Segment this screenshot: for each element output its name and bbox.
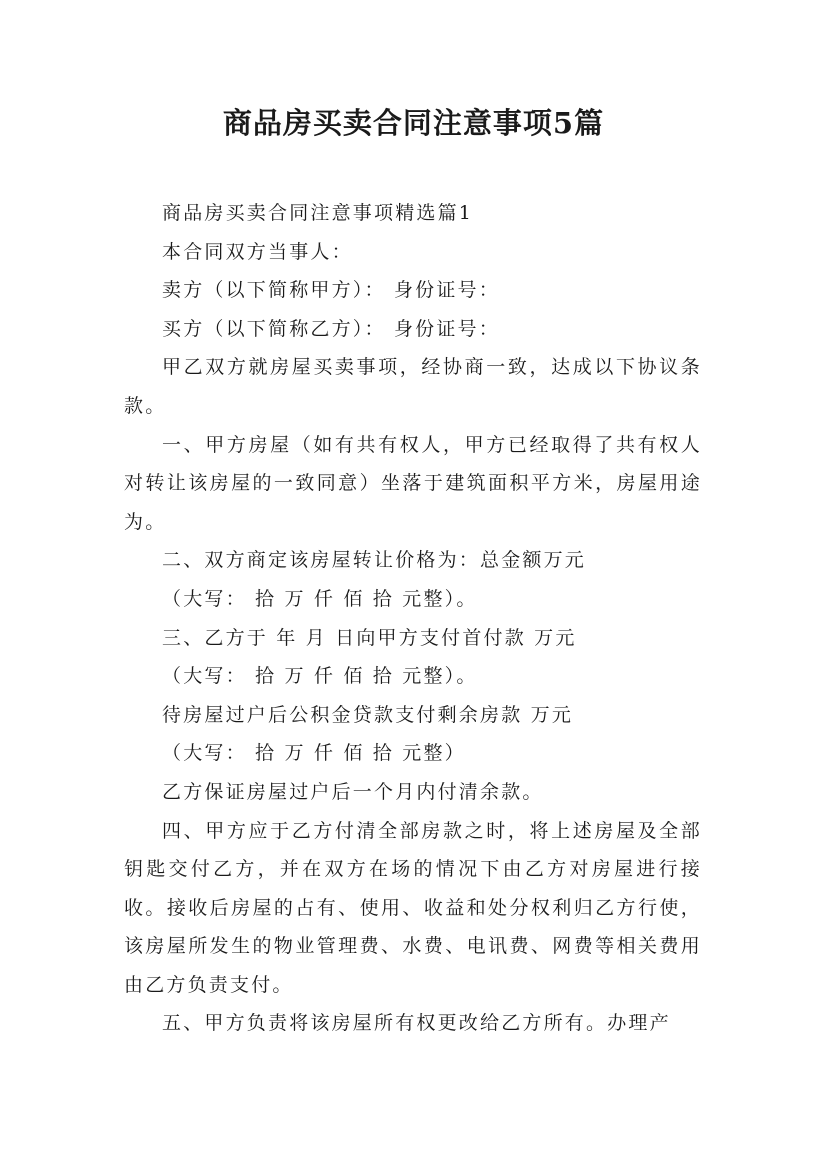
paragraph: 乙方保证房屋过户后一个月内付清余款。 [162,780,544,803]
paragraph: 卖方（以下简称甲方）： 身份证号： [162,279,500,302]
document-title: 商品房买卖合同注意事项5篇 [222,106,605,140]
paragraph: 一、甲方房屋（如有共有权人，甲方已经取得了共有权人对转让该房屋的一致同意）坐落于建筑面积平方米，房屋用途为。 [124,433,702,533]
document-body [124,194,702,1043]
paragraph: （大写： 拾 万 仟 佰 拾 元整）。 [162,665,478,688]
paragraph: 本合同双方当事人： [162,240,353,263]
paragraph: 待房屋过户后公积金贷款支付剩余房款 万元 [162,703,574,726]
paragraph: 甲乙双方就房屋买卖事项，经协商一致，达成以下协议条款。 [124,356,702,417]
paragraph: （大写： 拾 万 仟 佰 拾 元整）。 [162,587,478,610]
paragraph: 买方（以下简称乙方）： 身份证号： [162,317,500,340]
paragraph: 三、乙方于 年 月 日向甲方支付首付款 万元 [162,626,577,649]
paragraph: 二、双方商定该房屋转让价格为：总金额万元 [162,549,587,572]
paragraph: 五、甲方负责将该房屋所有权更改给乙方所有。办理产 [162,1012,671,1035]
section-heading: 商品房买卖合同注意事项精选篇1 [162,202,474,224]
paragraph: （大写： 拾 万 仟 佰 拾 元整） [162,742,466,765]
paragraph: 四、甲方应于乙方付清全部房款之时，将上述房屋及全部钥匙交付乙方，并在双方在场的情况下由乙方对房屋进行接收。接收后房屋的占有、使用、收益和处分权利归乙方行使，该房屋所发生的物业管理费、水费、电讯费、网费等相关费用由乙方负责支付。 [124,819,702,996]
